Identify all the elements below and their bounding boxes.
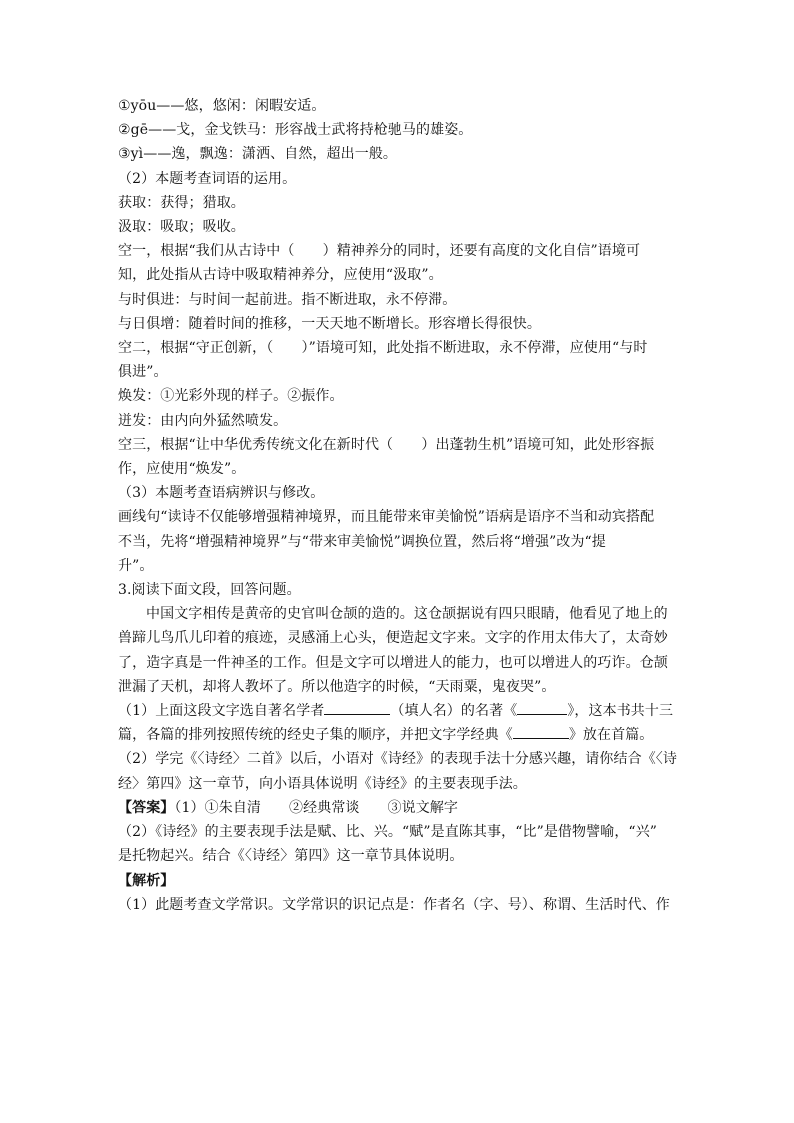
answer-item-2: ②经典常谈 — [289, 799, 360, 816]
definition-huanfa: 焕发：①光彩外现的样子。②振作。 — [118, 388, 344, 405]
blank-2-explanation-line-2: 俱进”。 — [118, 364, 168, 381]
answer-item-1: （1）①朱自清 — [174, 799, 262, 816]
grammar-explanation-line-3: 升”。 — [118, 557, 154, 574]
book-title-blank — [517, 700, 567, 715]
blank-2-explanation-line-1: 空二，根据“守正创新，（ ）”语境可知，此处指不断进取，永不停滞，应使用“与时 — [118, 340, 648, 357]
question-1-text-e: 》放在首篇。 — [568, 727, 654, 744]
question-1-line-1 — [118, 699, 678, 723]
blank-3-explanation-line-1: 空三，根据“让中华优秀传统文化在新时代（ ）出蓬勃生机”语境可知，此处形容振 — [118, 436, 655, 453]
definition-huoqu: 获取：获得；猎取。 — [118, 194, 245, 211]
question-2-line-2: 经〉第四》这一章节，向小语具体说明《诗经》的主要表现手法。 — [118, 775, 527, 792]
definition-yurijuzeng: 与日俱增：随着时间的推移，一天天地不断增长。形容增长得很快。 — [118, 315, 541, 332]
answer-item-3: ③说文解字 — [387, 799, 459, 816]
blank-1-explanation-line-1: 空一，根据“我们从古诗中（ ）精神养分的同时，还要有高度的文化自信”语境可 — [118, 243, 641, 260]
grammar-explanation-line-1: 画线句“读诗不仅能够增强精神境界，而且能带来审美愉悦”语病是语序不当和动宾搭配 — [118, 509, 655, 526]
answer-2-line-1: （2）《诗经》的主要表现手法是赋、比、兴。“赋”是直陈其事，“比”是借物譬喻，“兴” — [118, 824, 658, 841]
definition-bengfa: 迸发：由内向外猛然喷发。 — [118, 412, 288, 429]
answer-2-line-2: 是托物起兴。结合《〈诗经〉第四》这一章节具体说明。 — [118, 848, 464, 865]
passage-line-1: 中国文字相传是黄帝的史官叫仓颉的造的。这仓颉据说有四只眼睛，他看见了地上的 — [146, 606, 668, 623]
passage-line-4: 泄漏了天机，却将人教坏了。所以他造字的时候，“天雨粟，鬼夜哭”。 — [118, 678, 556, 695]
grammar-explanation-line-2: 不当，先将“增强精神境界”与“带来审美愉悦”调换位置，然后将“增强”改为“提 — [118, 533, 606, 550]
analysis-line-1: （1）此题考查文学常识。文学常识的识记点是：作者名（字、号）、称谓、生活时代、作 — [118, 896, 670, 913]
analysis-label: 【解析】 — [118, 872, 175, 889]
section-3-heading: （3）本题考查语病辨识与修改。 — [118, 485, 325, 502]
definition-jiqu: 汲取：吸取；吸收。 — [118, 219, 245, 236]
question-1-text-c: 》，这本书共十三 — [567, 703, 674, 720]
question-2-line-1: （2）学完《〈诗经〉二首》以后，小语对《诗经》的表现手法十分感兴趣，请你结合《〈诗 — [118, 751, 678, 768]
author-blank — [324, 700, 390, 715]
pinyin-line-3: ③yì——逸，飘逸：潇洒、自然，超出一般。 — [118, 146, 398, 163]
definition-yushijujin: 与时俱进：与时间一起前进。指不断进取，永不停滞。 — [118, 291, 457, 308]
document-body — [118, 94, 678, 917]
blank-3-explanation-line-2: 作，应使用“焕发”。 — [118, 461, 246, 478]
classic-blank — [513, 724, 569, 739]
passage-line-3: 了，造字真是一件神圣的工作。但是文字可以增进人的能力，也可以增进人的巧诈。仓颉 — [118, 654, 668, 671]
passage-line-2: 兽蹄儿鸟爪儿印着的痕迹，灵感涌上心头，便造起文字来。文字的作用太伟大了，太奇妙 — [118, 630, 668, 647]
answer-label: 【答案】 — [118, 799, 175, 816]
question-1-text-d: 篇，各篇的排列按照传统的经史子集的顺序，并把文字学经典《 — [118, 727, 513, 744]
pinyin-line-2: ②gē——戈，金戈铁马：形容战士武将持枪驰马的雄姿。 — [118, 122, 473, 139]
section-2-heading: （2）本题考查词语的运用。 — [118, 170, 297, 187]
answer-line — [118, 796, 678, 820]
question-1-text-b: （填人名）的名著《 — [390, 703, 518, 720]
question-1-text-a: （1）上面这段文字选自著名学者 — [118, 703, 325, 720]
question-3-heading: 3.阅读下面文段，回答问题。 — [118, 582, 301, 599]
pinyin-line-1: ①yōu——悠，悠闲：闲暇安适。 — [118, 98, 326, 114]
blank-1-explanation-line-2: 知，此处指从古诗中吸取精神养分，应使用“汲取”。 — [118, 267, 443, 284]
question-1-line-2 — [118, 723, 678, 747]
